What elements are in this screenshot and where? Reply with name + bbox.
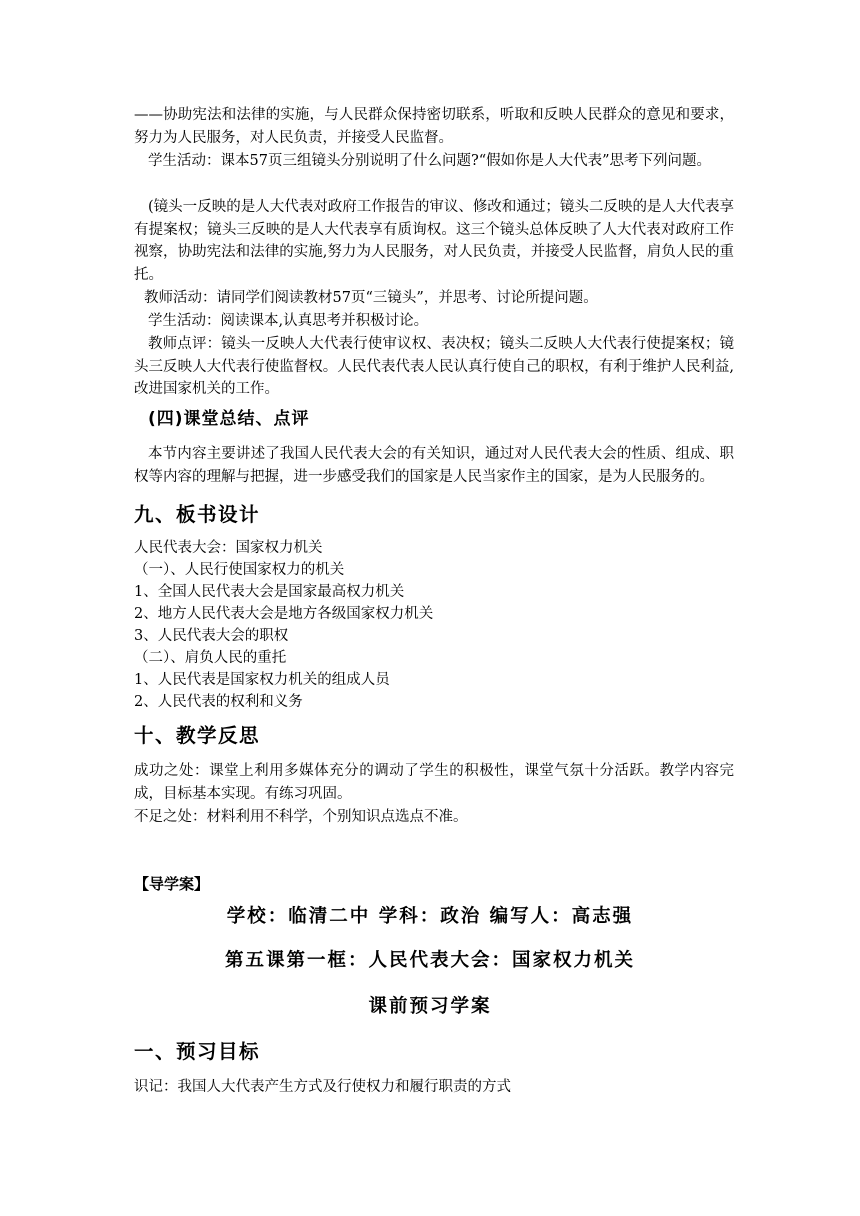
section-summary-body: 本节内容主要讲述了我国人民代表大会的有关知识，通过对人民代表大会的性质、组成、职权等内容的理解与把握，进一步感受我们的国家是人民当家作主的国家，是为人民服务的。 (134, 446, 734, 485)
school-info-line: 学校：临清二中 学科：政治 编写人：高志强 (226, 906, 634, 927)
paragraph-camera-explanation: (镜头一反映的是人大代表对政府工作报告的审议、修改和通过；镜头二反映的是人大代表享有提案权；镜头三反映的是人大代表享有质询权。这三个镜头总体反映了人大代表对政府工作视察，协助宪法和法律的实施,努力为人民服务，对人民负责，并接受人民监督，肩负人民的重托。 (134, 199, 734, 283)
lesson-title: 第五课第一框：人民代表大会：国家权力机关 (224, 950, 635, 971)
paragraph-duties: ——协助宪法和法律的实施，与人民群众保持密切联系，听取和反映人民群众的意见和要求，努力为人民服务，对人民负责，并接受人民监督。 (134, 107, 734, 146)
board-line: 2、地方人民代表大会是地方各级国家权力机关 (134, 606, 434, 622)
preview-goal-heading: 一、预习目标 (134, 1040, 261, 1063)
board-line: 2、人民代表的权利和义务 (134, 694, 303, 710)
board-line: 1、全国人民代表大会是国家最高权力机关 (134, 584, 405, 600)
preview-plan-title: 课前预习学案 (368, 996, 492, 1017)
section-summary-heading: (四)课堂总结、点评 (148, 409, 310, 429)
paragraph-student-activity-2: 学生活动：阅读课本,认真思考并积极讨论。 (148, 313, 429, 329)
reflection-success: 成功之处：课堂上利用多媒体充分的调动了学生的积极性，课堂气氛十分活跃。教学内容完成，目标基本实现。有练习巩固。 (134, 763, 734, 802)
board-line: （二）、肩负人民的重托 (134, 650, 287, 666)
paragraph-teacher-comment: 教师点评：镜头一反映人大代表行使审议权、表决权；镜头二反映人大代表行使提案权；镜头三反映人大代表行使监督权。人民代表代表人民认真行使自己的职权，有利于维护人民利益,改进国家机关的工作。 (134, 336, 734, 397)
board-line: （一）、人民行使国家权力的机关 (134, 562, 345, 578)
paragraph-student-activity-1: 学生活动：课本57页三组镜头分别说明了什么问题?“假如你是人大代表”思考下列问题。 (148, 153, 712, 169)
section-reflection-heading: 十、教学反思 (134, 724, 261, 747)
paragraph-teacher-activity: 教师活动：请同学们阅读教材57页“三镜头”，并思考、讨论所提问题。 (144, 290, 598, 306)
section-board-design-heading: 九、板书设计 (134, 503, 261, 526)
reflection-shortcoming: 不足之处：材料利用不科学，个别知识点选点不准。 (134, 809, 468, 825)
board-line: 人民代表大会：国家权力机关 (134, 540, 323, 556)
board-line: 1、人民代表是国家权力机关的组成人员 (134, 672, 390, 688)
guide-label: 【导学案】 (134, 875, 210, 893)
preview-goal-text: 识记：我国人大代表产生方式及行使权力和履行职责的方式 (134, 1079, 511, 1095)
board-line: 3、人民代表大会的职权 (134, 628, 289, 644)
